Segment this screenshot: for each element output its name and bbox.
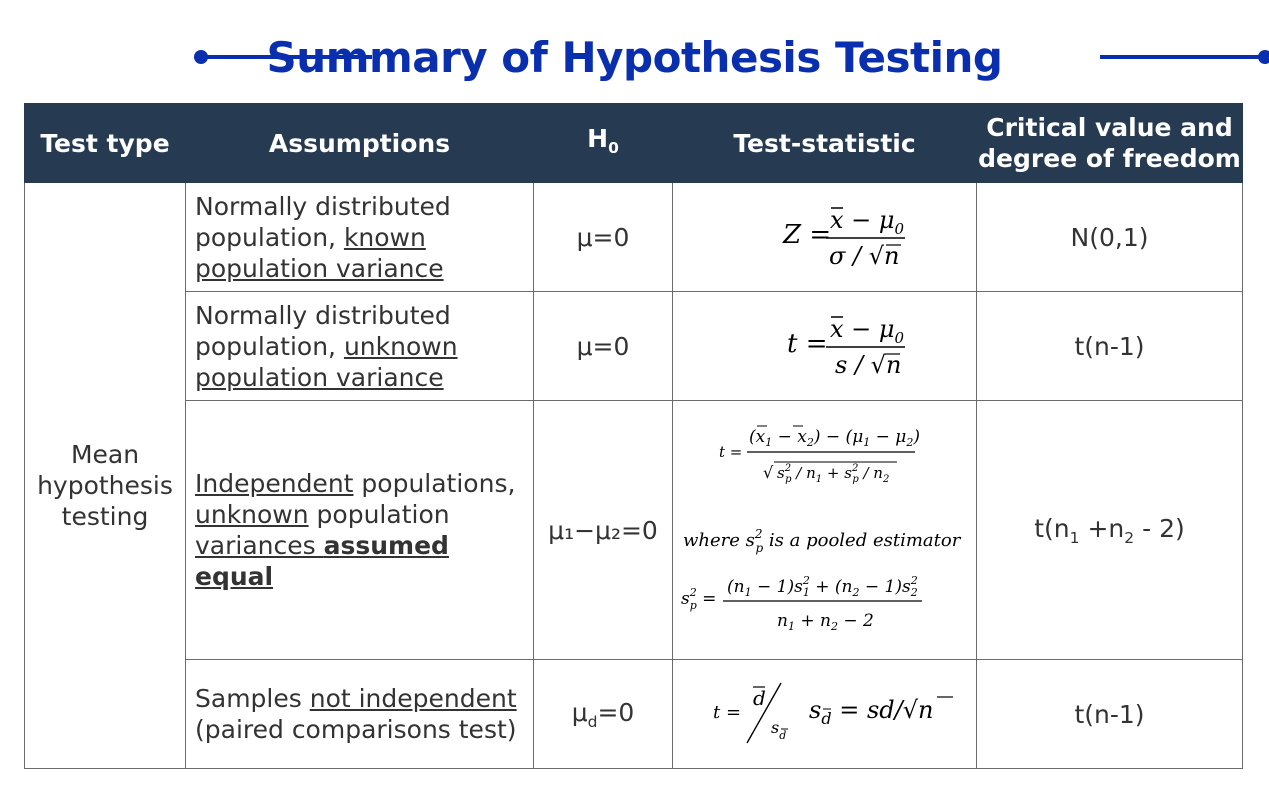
critical-cell: $t(n_1 +n_2 - 2)$	[977, 401, 1243, 660]
assumption-text: Samples	[195, 684, 310, 713]
assumption-cell	[186, 183, 534, 292]
statistic-cell	[673, 660, 977, 769]
critical-cell: t(n-1)	[977, 292, 1243, 401]
critical-cell: N(0,1)	[977, 183, 1243, 292]
svg-text:s / √n: s / √n	[834, 351, 901, 379]
critical-header-line2: degree of freedom	[978, 144, 1241, 173]
assumption-line: Normally distributed	[195, 191, 451, 221]
header-assumptions: Assumptions	[186, 104, 534, 183]
assumption-line	[195, 362, 533, 393]
statistic-cell	[673, 183, 977, 292]
formula-lhs: Z =	[782, 220, 831, 250]
header-test-statistic: Test-statistic	[673, 104, 977, 183]
paired-t-statistic-formula	[685, 671, 965, 751]
svg-text:σ / √n: σ / √n	[828, 242, 899, 270]
table-row	[25, 183, 1243, 292]
table-row	[25, 660, 1243, 769]
assumption-line: (paired comparisons test)	[195, 715, 517, 744]
assumption-line	[195, 468, 533, 499]
page-title: Summary of Hypothesis Testing	[266, 33, 1003, 82]
assumption-text: population,	[195, 222, 344, 252]
h0-subscript: d	[587, 712, 598, 731]
assumption-underlined: Independent	[195, 469, 354, 498]
svg-text:s2p / n1 + s2p / n2: $s^2$ $p / n_1 + s^2$ p / $n_2$	[776, 463, 889, 485]
h0-cell	[534, 660, 673, 769]
right-decoration-dot	[1258, 50, 1269, 64]
test-type-cell	[25, 183, 186, 769]
title-bar	[0, 28, 1269, 88]
svg-text:sd = sd/√n: $s_d = sd/√n$	[808, 696, 933, 728]
header-row	[25, 104, 1243, 183]
assumption-line	[195, 331, 533, 362]
assumption-line	[195, 253, 533, 284]
assumption-underlined: known	[343, 222, 426, 252]
formula-lhs: t =	[786, 329, 827, 359]
where-text: where s	[682, 530, 755, 551]
critical-header-line1: Critical value and	[986, 113, 1233, 142]
svg-text:s2p =: $s^2$ p =	[680, 586, 716, 612]
h0-mu: μ	[571, 697, 588, 727]
statistic-cell	[673, 292, 977, 401]
assumption-underlined: unknown	[343, 331, 458, 361]
header-h0	[534, 104, 673, 183]
assumption-underlined: not independent	[309, 684, 517, 713]
assumption-cell	[186, 292, 534, 401]
where-post: is a pooled estimator	[762, 530, 960, 551]
svg-text:sd: $s_d$	[770, 718, 786, 742]
pooled-t-statistic-formula	[675, 402, 975, 652]
assumption-text: population	[308, 500, 450, 529]
svg-text:d: d	[752, 686, 766, 710]
test-type-line1: Mean	[70, 440, 140, 469]
header-critical-value	[977, 104, 1243, 183]
table-row	[25, 292, 1243, 401]
critical-cell: t(n-1)	[977, 660, 1243, 769]
critical-part: +n	[1079, 513, 1125, 543]
formula-lhs: t =	[718, 443, 742, 461]
assumption-underlined: population variance	[195, 253, 444, 283]
test-type-line2: hypothesis	[37, 471, 173, 500]
assumption-line	[195, 499, 533, 530]
svg-text:x − μ0: $x - \mu_0$	[829, 315, 904, 347]
t-statistic-formula	[725, 303, 925, 383]
summary-table	[24, 103, 1243, 769]
assumption-cell	[186, 401, 534, 660]
header-test-type: Test type	[25, 104, 186, 183]
h0-cell: μ=0	[534, 183, 673, 292]
assumption-underlined: population variance	[195, 362, 444, 392]
assumption-underlined: unknown	[195, 500, 309, 529]
svg-text:n1 + n2 − 2: $n_1 + n_2 - 2$	[776, 611, 874, 633]
svg-text:x − μ0: $x - \mu_0$	[829, 206, 904, 238]
svg-text:(n1 − 1)s21 + (n2 − 1)s22: $(n_1 - 1)s^2$ $1 + (n_2 - 1)s^2$ 2	[726, 574, 918, 599]
assumption-bold-underlined: assumed equal	[195, 531, 449, 591]
h0-subscript: 0	[608, 138, 619, 157]
svg-text:(x1 − x2) − (μ1 − μ2): $(x_1 - x_2) - (\mu_1 - \mu_2)$	[748, 427, 920, 449]
assumption-line	[195, 530, 533, 592]
assumption-line	[195, 683, 533, 714]
right-decoration-line	[1100, 55, 1260, 59]
h0-cell: μ₁−μ₂=0	[534, 401, 673, 660]
statistic-cell	[673, 401, 977, 660]
h0-value: =0	[597, 697, 635, 727]
critical-part: t(n	[1034, 513, 1070, 543]
h0-letter: H	[587, 123, 609, 153]
svg-text:where s2p is a pooled estimato: where $s^2$ p is a pooled estimator	[682, 527, 960, 555]
h0-cell: μ=0	[534, 292, 673, 401]
assumption-line: Normally distributed	[195, 300, 451, 330]
assumption-text: populations,	[353, 469, 516, 498]
test-type-line3: testing	[61, 502, 149, 531]
svg-text:√: √	[762, 463, 773, 482]
assumption-underlined: variances	[195, 531, 324, 560]
assumption-cell	[186, 660, 534, 769]
z-statistic-formula	[725, 194, 925, 274]
formula-lhs: t =	[712, 702, 741, 723]
critical-part: - 2)	[1134, 513, 1185, 543]
assumption-line	[195, 222, 533, 253]
assumption-text: population,	[195, 331, 344, 361]
table-row	[25, 401, 1243, 660]
